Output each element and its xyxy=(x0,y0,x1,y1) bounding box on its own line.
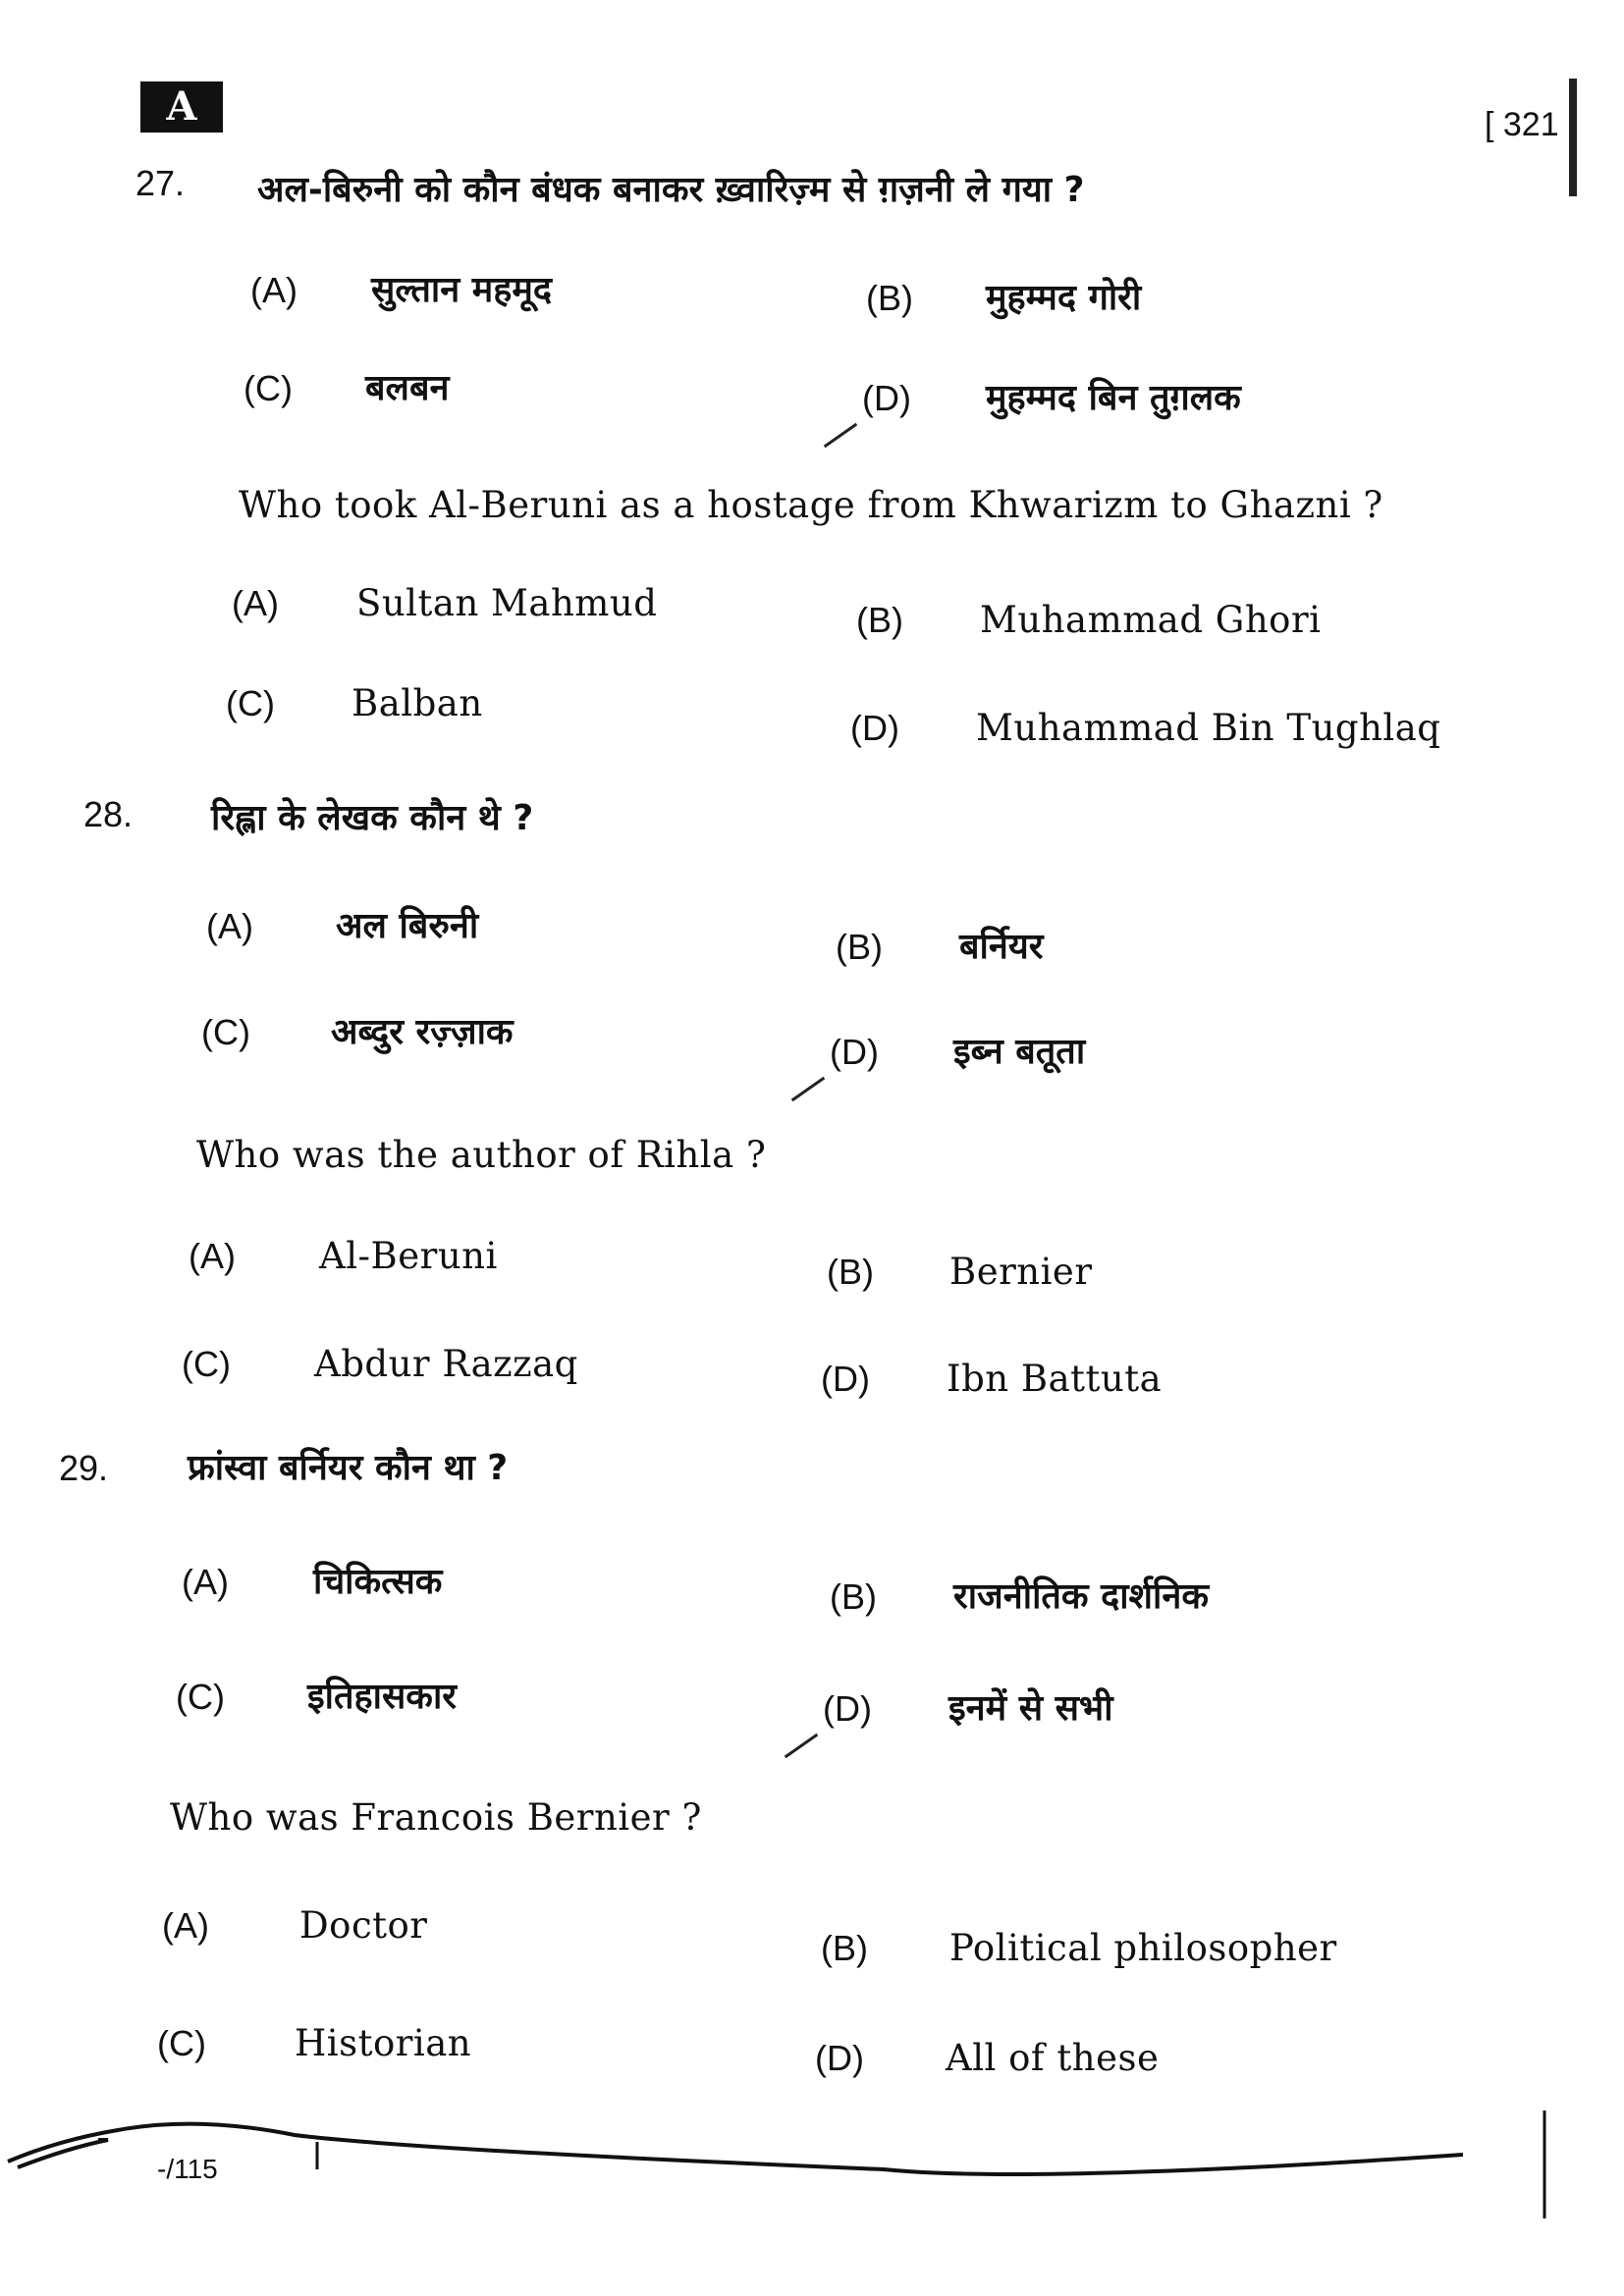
option-text-hindi: राजनीतिक दार्शनिक xyxy=(953,1576,1209,1617)
option-label: (B) xyxy=(836,927,883,967)
option-text-english: Ibn Battuta xyxy=(947,1358,1163,1400)
option-text-hindi: अब्दुर रज़्ज़ाक xyxy=(331,1012,514,1052)
question-text-hindi: अल-बिरुनी को कौन बंधक बनाकर ख़्वारिज़्म से ग़ज़नी ले गया ? xyxy=(257,170,1085,210)
option-label: (D) xyxy=(850,708,899,748)
option-label: (D) xyxy=(830,1032,879,1072)
option-text-hindi: मुहम्मद गोरी xyxy=(986,278,1142,318)
option-label: (D) xyxy=(821,1359,870,1399)
option-label: (C) xyxy=(176,1677,225,1717)
question-number: 28. xyxy=(83,794,134,834)
option-label: (A) xyxy=(162,1905,209,1946)
option-text-hindi: अल बिरुनी xyxy=(336,906,479,946)
option-text-english: Balban xyxy=(352,682,483,724)
option-text-hindi: इतिहासकार xyxy=(307,1677,457,1717)
option-label: (A) xyxy=(250,270,298,310)
question-text-english: Who was Francois Bernier ? xyxy=(170,1796,702,1839)
option-text-hindi: बर्नियर xyxy=(959,927,1044,967)
option-text-english: Bernier xyxy=(949,1251,1093,1293)
option-label: (B) xyxy=(821,1928,868,1968)
option-label: (B) xyxy=(866,278,913,318)
page-edge-mark xyxy=(1569,79,1577,196)
footer-code: -/115 xyxy=(157,2154,218,2184)
option-text-hindi: बलबन xyxy=(365,368,450,408)
option-text-english: Al-Beruni xyxy=(319,1235,498,1277)
option-label: (D) xyxy=(815,2038,864,2078)
answer-pen-mark xyxy=(785,1734,818,1758)
option-text-hindi: चिकित्सक xyxy=(313,1562,443,1602)
option-text-hindi: सुल्तान महमूद xyxy=(371,270,553,310)
option-label: (A) xyxy=(232,583,279,623)
option-text-hindi: इब्न बतूता xyxy=(953,1032,1086,1072)
option-text-english: Muhammad Ghori xyxy=(980,599,1322,641)
footer-rule xyxy=(0,2110,1624,2228)
option-label: (D) xyxy=(823,1688,872,1729)
option-text-hindi: इनमें से सभी xyxy=(948,1688,1113,1729)
option-text-hindi: मुहम्मद बिन तुग़लक xyxy=(986,378,1241,418)
question-text-hindi: फ्रांस्वा बर्नियर कौन था ? xyxy=(188,1448,509,1488)
option-label: (A) xyxy=(206,906,253,946)
answer-pen-mark xyxy=(791,1077,825,1101)
question-number: 27. xyxy=(135,163,186,203)
option-label: (C) xyxy=(201,1012,250,1052)
question-number: 29. xyxy=(59,1448,109,1488)
option-text-english: Muhammad Bin Tughlaq xyxy=(976,707,1441,749)
page-number: [ 321 xyxy=(1485,106,1559,143)
option-label: (C) xyxy=(244,368,293,408)
option-label: (B) xyxy=(856,600,903,640)
option-label: (B) xyxy=(830,1576,877,1617)
option-text-english: Doctor xyxy=(299,1904,428,1947)
option-label: (B) xyxy=(827,1252,874,1292)
option-label: (D) xyxy=(862,378,911,418)
option-label: (C) xyxy=(226,683,275,723)
question-text-hindi: रिह्ला के लेखक कौन थे ? xyxy=(211,798,534,838)
option-text-english: Historian xyxy=(295,2022,472,2064)
option-label: (C) xyxy=(182,1344,231,1384)
option-text-english: Sultan Mahmud xyxy=(356,582,658,624)
option-text-english: Political philosopher xyxy=(949,1927,1337,1969)
option-label: (A) xyxy=(182,1562,229,1602)
question-text-english: Who took Al-Beruni as a hostage from Khwarizm to Ghazni ? xyxy=(239,484,1383,526)
answer-pen-mark xyxy=(824,423,857,448)
option-text-english: Abdur Razzaq xyxy=(314,1343,578,1385)
question-text-english: Who was the author of Rihla ? xyxy=(196,1134,767,1176)
option-text-english: All of these xyxy=(946,2037,1160,2079)
option-label: (C) xyxy=(157,2023,206,2063)
set-label: A xyxy=(140,81,223,133)
option-label: (A) xyxy=(189,1236,236,1276)
